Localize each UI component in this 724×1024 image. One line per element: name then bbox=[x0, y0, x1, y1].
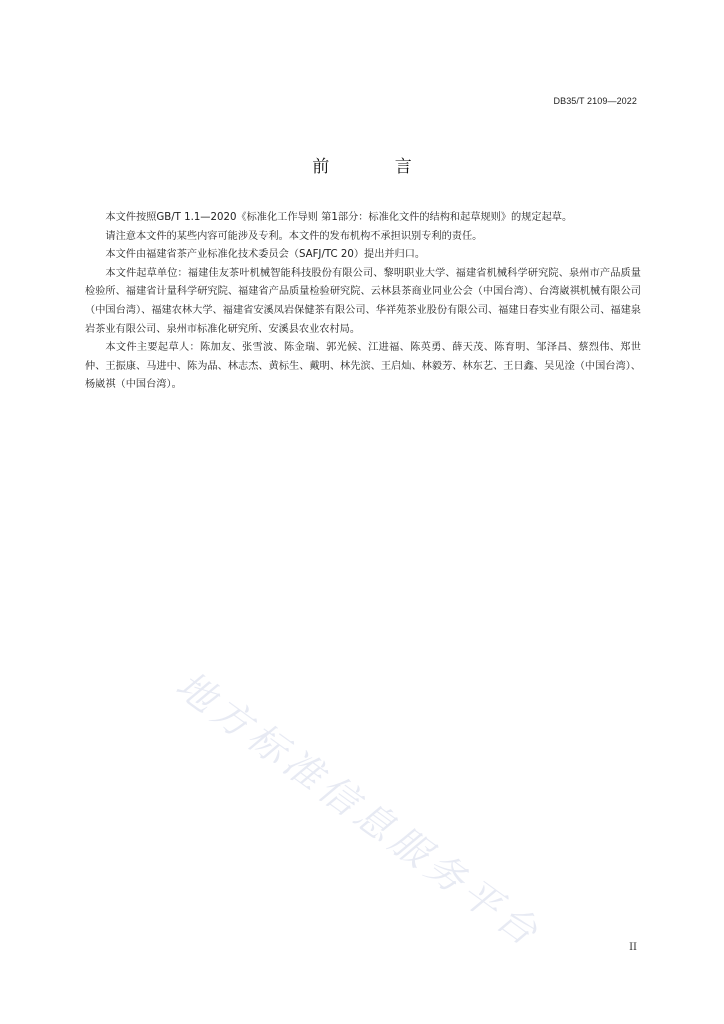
paragraph-drafting-rules: 本文件按照GB/T 1.1—2020《标准化工作导则 第1部分：标准化文件的结构和起草规则》的规定起草。 bbox=[105, 212, 573, 223]
foreword-body bbox=[85, 209, 641, 395]
paragraph-proposer: 本文件由福建省茶产业标准化技术委员会（SAFJ/TC 20）提出并归口。 bbox=[105, 249, 426, 261]
page-number: II bbox=[629, 942, 637, 953]
document-code: DB35/T 2109—2022 bbox=[553, 96, 637, 106]
section-title: 前 言 bbox=[312, 157, 442, 177]
watermark-text: 地方标准信息服务平台 bbox=[168, 662, 550, 957]
paragraph-patent-notice: 请注意本文件的某些内容可能涉及专利。本文件的发布机构不承担识别专利的责任。 bbox=[105, 230, 483, 242]
paragraph-drafting-units: 本文件起草单位：福建佳友茶叶机械智能科技股份有限公司、黎明职业大学、福建省机械科学研究院、泉州市产品质量检验所、福建省计量科学研究院、福建省产品质量检验研究院、云林县茶商业同业公会（中国台湾）、台湾崴祺机械有限公司（中国台湾）、福建农林大学、福建省安溪凤岩保健茶有限公司、华祥苑茶业股份有限公司、福建日春实业有限公司、福建泉岩茶业有限公司、泉州市标准化研究所、安溪县农业农村局。 bbox=[85, 267, 641, 335]
paragraph-drafters: 本文件主要起草人：陈加友、张雪波、陈金瑞、郭光候、江进福、陈英勇、薛天茂、陈育明、邹泽昌、蔡烈伟、郑世仲、王振康、马进中、陈为晶、林志杰、黄标生、戴明、林先滨、王启灿、林毅芳、林东艺、王日鑫、吴见淦（中国台湾）、杨崴祺（中国台湾）。 bbox=[85, 342, 641, 391]
